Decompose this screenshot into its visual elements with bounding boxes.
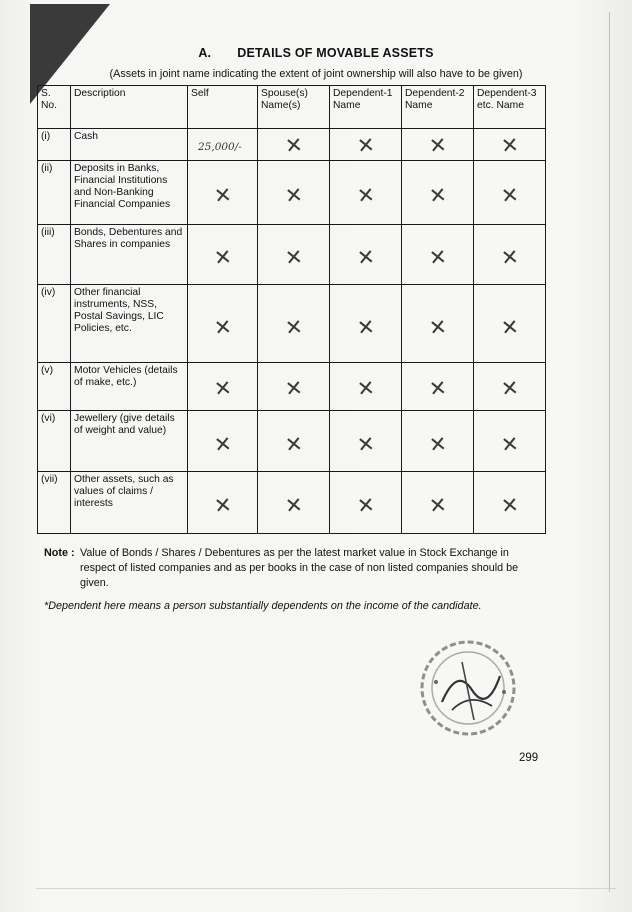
cross-mark-icon: ✕ <box>283 244 304 271</box>
cross-mark-cell <box>402 411 474 472</box>
table-row <box>38 363 546 411</box>
cross-mark-icon: ✕ <box>283 375 304 402</box>
cross-mark-cell <box>402 129 474 161</box>
official-seal-stamp <box>412 632 520 740</box>
cross-mark-icon: ✕ <box>212 431 233 457</box>
table-row <box>38 472 546 534</box>
row-sno: (vii) <box>38 472 71 534</box>
table-row <box>38 129 546 161</box>
cross-mark-icon: ✕ <box>499 182 520 209</box>
cross-mark-icon: ✕ <box>499 133 520 159</box>
cross-mark-cell <box>402 472 474 534</box>
cross-mark-icon: ✕ <box>355 314 376 341</box>
page-edge-line <box>609 12 610 892</box>
table-row <box>38 285 546 363</box>
note-label: Note : <box>44 547 75 559</box>
row-description: Bonds, Debentures and Shares in companies <box>71 225 188 285</box>
cross-mark-cell <box>258 129 330 161</box>
row-description: Other assets, such as values of claims / interests <box>71 472 188 534</box>
cross-mark-cell <box>474 225 546 285</box>
cross-mark-icon: ✕ <box>212 492 233 519</box>
cross-mark-cell <box>474 285 546 363</box>
row-description: Cash <box>71 129 188 161</box>
cross-mark-icon: ✕ <box>283 314 304 341</box>
note-text: Value of Bonds / Shares / Debentures as per the latest market value in Stock Exchange in respect of listed companies and as per books in the case of non listed companies should be given. <box>80 547 519 589</box>
cross-mark-icon: ✕ <box>283 182 304 209</box>
cross-mark-cell <box>474 411 546 472</box>
cross-mark-icon: ✕ <box>355 431 376 457</box>
movable-assets-table <box>37 85 546 534</box>
cross-mark-cell <box>330 225 402 285</box>
row-description: Jewellery (give details of weight and value) <box>71 411 188 472</box>
section-subheading: (Assets in joint name indicating the extent of joint ownership will also have to be given) <box>109 68 523 80</box>
cross-mark-cell <box>330 472 402 534</box>
cross-mark-icon: ✕ <box>355 492 376 519</box>
cross-mark-cell <box>474 129 546 161</box>
cross-mark-cell <box>258 411 330 472</box>
cross-mark-icon: ✕ <box>212 314 233 341</box>
cross-mark-cell <box>258 285 330 363</box>
table-row <box>38 411 546 472</box>
cross-mark-icon: ✕ <box>355 133 376 159</box>
header-dependent-3: Dependent-3 etc. Name <box>474 86 546 129</box>
row-description: Deposits in Banks, Financial Institutions and Non-Banking Financial Companies <box>71 161 188 225</box>
cross-mark-icon: ✕ <box>212 244 233 271</box>
header-sno: S. No. <box>38 86 71 129</box>
cross-mark-cell <box>330 285 402 363</box>
cross-mark-icon: ✕ <box>212 182 233 209</box>
cross-mark-cell <box>474 472 546 534</box>
cross-mark-cell <box>188 472 258 534</box>
row-sno: (v) <box>38 363 71 411</box>
cross-mark-icon: ✕ <box>283 431 304 457</box>
cross-mark-cell <box>188 285 258 363</box>
row-sno: (vi) <box>38 411 71 472</box>
cross-mark-cell <box>402 285 474 363</box>
cross-mark-cell <box>258 363 330 411</box>
table-row <box>38 161 546 225</box>
section-number: A. <box>198 46 212 60</box>
cross-mark-cell <box>402 225 474 285</box>
cross-mark-icon: ✕ <box>283 492 304 519</box>
cross-mark-cell <box>402 363 474 411</box>
cash-self-cell <box>188 129 258 161</box>
row-sno: (ii) <box>38 161 71 225</box>
cross-mark-icon: ✕ <box>427 133 448 159</box>
cross-mark-cell <box>188 225 258 285</box>
header-description: Description <box>71 86 188 129</box>
row-sno: (i) <box>38 129 71 161</box>
section-title: DETAILS OF MOVABLE ASSETS <box>237 46 434 60</box>
cross-mark-icon: ✕ <box>427 314 448 341</box>
page-number: 299 <box>519 752 539 764</box>
table-header-row <box>38 86 546 129</box>
header-dependent-1: Dependent-1 Name <box>330 86 402 129</box>
note-paragraph <box>44 546 542 591</box>
table-row <box>38 225 546 285</box>
cash-amount-handwritten: 25,000/- <box>198 141 242 153</box>
cross-mark-cell <box>188 161 258 225</box>
header-dependent-2: Dependent-2 Name <box>402 86 474 129</box>
cross-mark-icon: ✕ <box>499 244 520 271</box>
cross-mark-icon: ✕ <box>355 375 376 402</box>
cross-mark-cell <box>474 161 546 225</box>
cross-mark-icon: ✕ <box>427 244 448 271</box>
cross-mark-cell <box>188 411 258 472</box>
row-sno: (iv) <box>38 285 71 363</box>
cross-mark-icon: ✕ <box>283 133 304 159</box>
cross-mark-icon: ✕ <box>499 375 520 402</box>
header-spouse: Spouse(s) Name(s) <box>258 86 330 129</box>
cross-mark-icon: ✕ <box>355 182 376 209</box>
row-description: Motor Vehicles (details of make, etc.) <box>71 363 188 411</box>
row-description: Other financial instruments, NSS, Postal Savings, LIC Policies, etc. <box>71 285 188 363</box>
cross-mark-cell <box>330 411 402 472</box>
cross-mark-icon: ✕ <box>427 375 448 402</box>
cross-mark-icon: ✕ <box>427 431 448 457</box>
cross-mark-icon: ✕ <box>427 492 448 519</box>
header-self: Self <box>188 86 258 129</box>
cross-mark-icon: ✕ <box>499 431 520 457</box>
cross-mark-cell <box>258 225 330 285</box>
cross-mark-cell <box>258 472 330 534</box>
cross-mark-cell <box>258 161 330 225</box>
section-heading <box>0 46 632 60</box>
cross-mark-icon: ✕ <box>499 314 520 341</box>
cross-mark-cell <box>330 363 402 411</box>
page-bottom-line <box>36 888 616 889</box>
cross-mark-icon: ✕ <box>212 375 233 402</box>
row-sno: (iii) <box>38 225 71 285</box>
cross-mark-cell <box>402 161 474 225</box>
cross-mark-cell <box>474 363 546 411</box>
cross-mark-cell <box>188 363 258 411</box>
cross-mark-icon: ✕ <box>355 244 376 271</box>
dependent-definition: *Dependent here means a person substantially dependents on the income of the candidate. <box>44 600 482 612</box>
cross-mark-icon: ✕ <box>499 492 520 519</box>
cross-mark-cell <box>330 129 402 161</box>
cross-mark-icon: ✕ <box>427 182 448 209</box>
cross-mark-cell <box>330 161 402 225</box>
